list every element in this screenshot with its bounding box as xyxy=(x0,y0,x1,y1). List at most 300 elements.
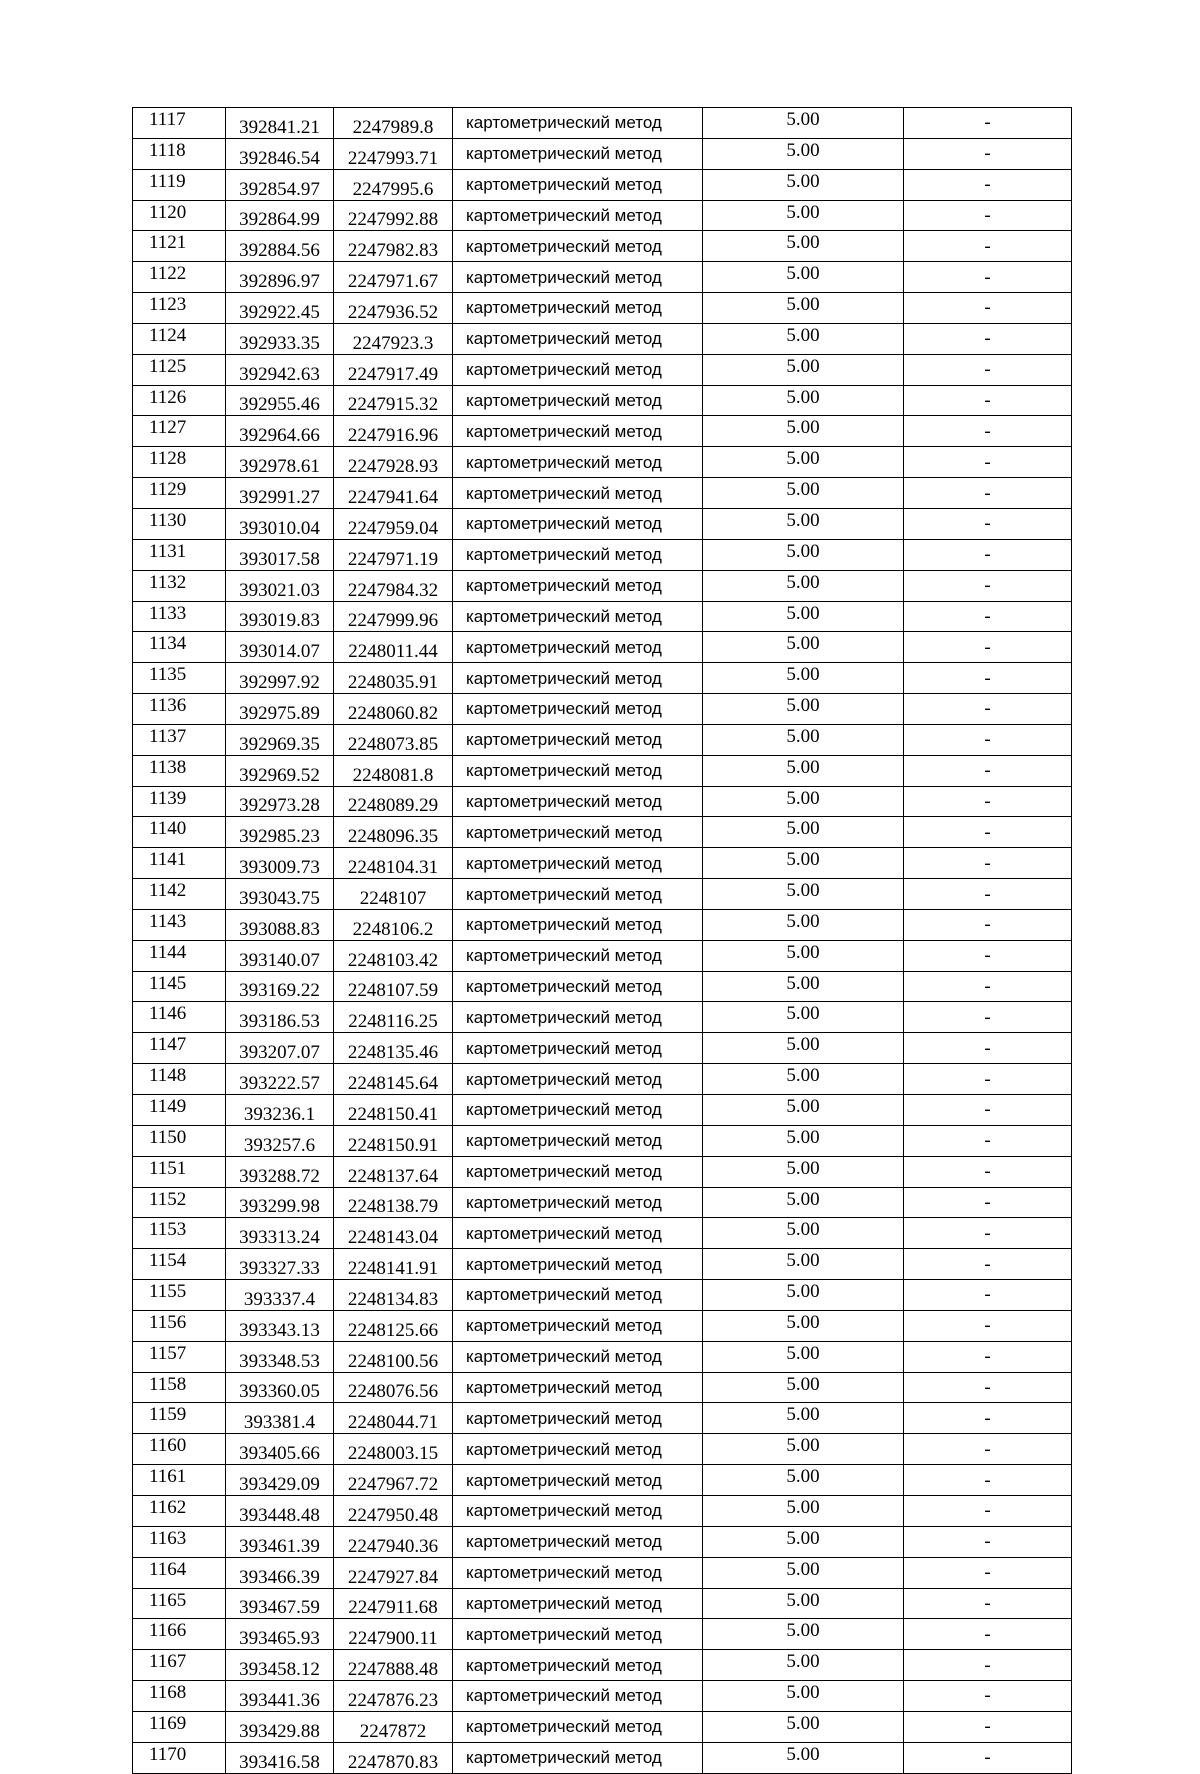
table-row xyxy=(133,385,1072,416)
description-cell: - xyxy=(904,293,1072,324)
y-coordinate-cell: 2247989.8 xyxy=(334,108,453,139)
description-cell: - xyxy=(904,1495,1072,1526)
x-coordinate-cell: 393343.13 xyxy=(226,1310,334,1341)
x-coordinate-cell: 393465.93 xyxy=(226,1619,334,1650)
description-cell: - xyxy=(904,169,1072,200)
point-number-cell: 1163 xyxy=(133,1526,226,1557)
x-coordinate-cell: 392841.21 xyxy=(226,108,334,139)
precision-cell: 5.00 xyxy=(703,1218,904,1249)
method-cell: картометрический метод xyxy=(453,1187,703,1218)
point-number-cell: 1155 xyxy=(133,1280,226,1311)
table-row xyxy=(133,1033,1072,1064)
y-coordinate-cell: 2248100.56 xyxy=(334,1341,453,1372)
point-number-cell: 1168 xyxy=(133,1681,226,1712)
method-cell: картометрический метод xyxy=(453,1372,703,1403)
description-cell: - xyxy=(904,786,1072,817)
x-coordinate-cell: 393010.04 xyxy=(226,508,334,539)
table-row xyxy=(133,1125,1072,1156)
table-row xyxy=(133,1187,1072,1218)
table-row xyxy=(133,909,1072,940)
description-cell: - xyxy=(904,1064,1072,1095)
x-coordinate-cell: 393207.07 xyxy=(226,1033,334,1064)
table-row xyxy=(133,1372,1072,1403)
point-number-cell: 1161 xyxy=(133,1465,226,1496)
description-cell: - xyxy=(904,1742,1072,1773)
x-coordinate-cell: 392985.23 xyxy=(226,817,334,848)
method-cell: картометрический метод xyxy=(453,1681,703,1712)
x-coordinate-cell: 393313.24 xyxy=(226,1218,334,1249)
y-coordinate-cell: 2248011.44 xyxy=(334,632,453,663)
y-coordinate-cell: 2248135.46 xyxy=(334,1033,453,1064)
y-coordinate-cell: 2248103.42 xyxy=(334,940,453,971)
precision-cell: 5.00 xyxy=(703,1125,904,1156)
precision-cell: 5.00 xyxy=(703,138,904,169)
point-number-cell: 1151 xyxy=(133,1156,226,1187)
table-row xyxy=(133,1526,1072,1557)
point-number-cell: 1160 xyxy=(133,1434,226,1465)
y-coordinate-cell: 2247870.83 xyxy=(334,1742,453,1773)
description-cell: - xyxy=(904,138,1072,169)
precision-cell: 5.00 xyxy=(703,1495,904,1526)
description-cell: - xyxy=(904,1465,1072,1496)
y-coordinate-cell: 2247967.72 xyxy=(334,1465,453,1496)
precision-cell: 5.00 xyxy=(703,1526,904,1557)
y-coordinate-cell: 2247915.32 xyxy=(334,385,453,416)
method-cell: картометрический метод xyxy=(453,169,703,200)
precision-cell: 5.00 xyxy=(703,786,904,817)
table-row xyxy=(133,447,1072,478)
y-coordinate-cell: 2247872 xyxy=(334,1711,453,1742)
precision-cell: 5.00 xyxy=(703,1002,904,1033)
precision-cell: 5.00 xyxy=(703,848,904,879)
x-coordinate-cell: 392997.92 xyxy=(226,663,334,694)
point-number-cell: 1164 xyxy=(133,1557,226,1588)
precision-cell: 5.00 xyxy=(703,1095,904,1126)
table-row xyxy=(133,724,1072,755)
method-cell: картометрический метод xyxy=(453,1465,703,1496)
table-row xyxy=(133,817,1072,848)
point-number-cell: 1118 xyxy=(133,138,226,169)
description-cell: - xyxy=(904,755,1072,786)
table-row xyxy=(133,1064,1072,1095)
x-coordinate-cell: 392864.99 xyxy=(226,200,334,231)
x-coordinate-cell: 392969.35 xyxy=(226,724,334,755)
description-cell: - xyxy=(904,1619,1072,1650)
description-cell: - xyxy=(904,1372,1072,1403)
x-coordinate-cell: 392973.28 xyxy=(226,786,334,817)
description-cell: - xyxy=(904,231,1072,262)
precision-cell: 5.00 xyxy=(703,663,904,694)
method-cell: картометрический метод xyxy=(453,1711,703,1742)
table-row xyxy=(133,663,1072,694)
method-cell: картометрический метод xyxy=(453,354,703,385)
method-cell: картометрический метод xyxy=(453,478,703,509)
method-cell: картометрический метод xyxy=(453,724,703,755)
precision-cell: 5.00 xyxy=(703,971,904,1002)
table-row xyxy=(133,1619,1072,1650)
x-coordinate-cell: 392942.63 xyxy=(226,354,334,385)
table-row xyxy=(133,539,1072,570)
precision-cell: 5.00 xyxy=(703,478,904,509)
x-coordinate-cell: 393327.33 xyxy=(226,1249,334,1280)
point-number-cell: 1132 xyxy=(133,570,226,601)
precision-cell: 5.00 xyxy=(703,1403,904,1434)
description-cell: - xyxy=(904,354,1072,385)
description-cell: - xyxy=(904,971,1072,1002)
method-cell: картометрический метод xyxy=(453,971,703,1002)
y-coordinate-cell: 2247917.49 xyxy=(334,354,453,385)
method-cell: картометрический метод xyxy=(453,231,703,262)
x-coordinate-cell: 393017.58 xyxy=(226,539,334,570)
point-number-cell: 1156 xyxy=(133,1310,226,1341)
y-coordinate-cell: 2248150.41 xyxy=(334,1095,453,1126)
table-row xyxy=(133,169,1072,200)
method-cell: картометрический метод xyxy=(453,447,703,478)
x-coordinate-cell: 393348.53 xyxy=(226,1341,334,1372)
method-cell: картометрический метод xyxy=(453,1125,703,1156)
point-number-cell: 1153 xyxy=(133,1218,226,1249)
point-number-cell: 1143 xyxy=(133,909,226,940)
y-coordinate-cell: 2248081.8 xyxy=(334,755,453,786)
description-cell: - xyxy=(904,1002,1072,1033)
table-row xyxy=(133,786,1072,817)
table-row xyxy=(133,1681,1072,1712)
precision-cell: 5.00 xyxy=(703,108,904,139)
description-cell: - xyxy=(904,1588,1072,1619)
y-coordinate-cell: 2247971.19 xyxy=(334,539,453,570)
point-number-cell: 1144 xyxy=(133,940,226,971)
precision-cell: 5.00 xyxy=(703,200,904,231)
y-coordinate-cell: 2248125.66 xyxy=(334,1310,453,1341)
description-cell: - xyxy=(904,570,1072,601)
method-cell: картометрический метод xyxy=(453,1156,703,1187)
description-cell: - xyxy=(904,1095,1072,1126)
y-coordinate-cell: 2247995.6 xyxy=(334,169,453,200)
y-coordinate-cell: 2247999.96 xyxy=(334,601,453,632)
method-cell: картометрический метод xyxy=(453,1619,703,1650)
y-coordinate-cell: 2247993.71 xyxy=(334,138,453,169)
point-number-cell: 1125 xyxy=(133,354,226,385)
table-row xyxy=(133,1557,1072,1588)
method-cell: картометрический метод xyxy=(453,1557,703,1588)
point-number-cell: 1141 xyxy=(133,848,226,879)
x-coordinate-cell: 392978.61 xyxy=(226,447,334,478)
method-cell: картометрический метод xyxy=(453,1095,703,1126)
method-cell: картометрический метод xyxy=(453,663,703,694)
method-cell: картометрический метод xyxy=(453,755,703,786)
method-cell: картометрический метод xyxy=(453,940,703,971)
precision-cell: 5.00 xyxy=(703,1341,904,1372)
coordinates-table xyxy=(132,107,1072,1774)
table-row xyxy=(133,1002,1072,1033)
point-number-cell: 1159 xyxy=(133,1403,226,1434)
x-coordinate-cell: 393257.6 xyxy=(226,1125,334,1156)
point-number-cell: 1152 xyxy=(133,1187,226,1218)
description-cell: - xyxy=(904,1249,1072,1280)
precision-cell: 5.00 xyxy=(703,1156,904,1187)
y-coordinate-cell: 2247950.48 xyxy=(334,1495,453,1526)
table-row xyxy=(133,1341,1072,1372)
method-cell: картометрический метод xyxy=(453,1650,703,1681)
table-row xyxy=(133,1156,1072,1187)
point-number-cell: 1124 xyxy=(133,323,226,354)
description-cell: - xyxy=(904,1156,1072,1187)
method-cell: картометрический метод xyxy=(453,786,703,817)
description-cell: - xyxy=(904,1218,1072,1249)
precision-cell: 5.00 xyxy=(703,169,904,200)
description-cell: - xyxy=(904,1650,1072,1681)
precision-cell: 5.00 xyxy=(703,323,904,354)
y-coordinate-cell: 2247916.96 xyxy=(334,416,453,447)
description-cell: - xyxy=(904,1681,1072,1712)
y-coordinate-cell: 2248096.35 xyxy=(334,817,453,848)
y-coordinate-cell: 2248073.85 xyxy=(334,724,453,755)
description-cell: - xyxy=(904,817,1072,848)
y-coordinate-cell: 2248141.91 xyxy=(334,1249,453,1280)
table-row xyxy=(133,138,1072,169)
method-cell: картометрический метод xyxy=(453,1218,703,1249)
point-number-cell: 1165 xyxy=(133,1588,226,1619)
precision-cell: 5.00 xyxy=(703,1310,904,1341)
table-row xyxy=(133,1218,1072,1249)
point-number-cell: 1137 xyxy=(133,724,226,755)
point-number-cell: 1133 xyxy=(133,601,226,632)
x-coordinate-cell: 393381.4 xyxy=(226,1403,334,1434)
description-cell: - xyxy=(904,1434,1072,1465)
y-coordinate-cell: 2248060.82 xyxy=(334,694,453,725)
description-cell: - xyxy=(904,262,1072,293)
precision-cell: 5.00 xyxy=(703,1742,904,1773)
description-cell: - xyxy=(904,663,1072,694)
precision-cell: 5.00 xyxy=(703,940,904,971)
table-row xyxy=(133,570,1072,601)
precision-cell: 5.00 xyxy=(703,632,904,663)
description-cell: - xyxy=(904,1187,1072,1218)
x-coordinate-cell: 393360.05 xyxy=(226,1372,334,1403)
table-row xyxy=(133,940,1072,971)
precision-cell: 5.00 xyxy=(703,724,904,755)
point-number-cell: 1140 xyxy=(133,817,226,848)
precision-cell: 5.00 xyxy=(703,385,904,416)
precision-cell: 5.00 xyxy=(703,1434,904,1465)
table-row xyxy=(133,416,1072,447)
method-cell: картометрический метод xyxy=(453,1588,703,1619)
x-coordinate-cell: 393088.83 xyxy=(226,909,334,940)
y-coordinate-cell: 2248137.64 xyxy=(334,1156,453,1187)
point-number-cell: 1158 xyxy=(133,1372,226,1403)
y-coordinate-cell: 2248143.04 xyxy=(334,1218,453,1249)
x-coordinate-cell: 392964.66 xyxy=(226,416,334,447)
table-row xyxy=(133,632,1072,663)
y-coordinate-cell: 2247982.83 xyxy=(334,231,453,262)
y-coordinate-cell: 2248150.91 xyxy=(334,1125,453,1156)
x-coordinate-cell: 393014.07 xyxy=(226,632,334,663)
x-coordinate-cell: 392846.54 xyxy=(226,138,334,169)
description-cell: - xyxy=(904,1280,1072,1311)
precision-cell: 5.00 xyxy=(703,1588,904,1619)
precision-cell: 5.00 xyxy=(703,1033,904,1064)
description-cell: - xyxy=(904,879,1072,910)
y-coordinate-cell: 2247928.93 xyxy=(334,447,453,478)
x-coordinate-cell: 393186.53 xyxy=(226,1002,334,1033)
precision-cell: 5.00 xyxy=(703,262,904,293)
table-row xyxy=(133,508,1072,539)
point-number-cell: 1123 xyxy=(133,293,226,324)
x-coordinate-cell: 393021.03 xyxy=(226,570,334,601)
x-coordinate-cell: 393467.59 xyxy=(226,1588,334,1619)
point-number-cell: 1162 xyxy=(133,1495,226,1526)
y-coordinate-cell: 2247936.52 xyxy=(334,293,453,324)
precision-cell: 5.00 xyxy=(703,1372,904,1403)
point-number-cell: 1135 xyxy=(133,663,226,694)
point-number-cell: 1167 xyxy=(133,1650,226,1681)
point-number-cell: 1129 xyxy=(133,478,226,509)
point-number-cell: 1134 xyxy=(133,632,226,663)
x-coordinate-cell: 393009.73 xyxy=(226,848,334,879)
point-number-cell: 1119 xyxy=(133,169,226,200)
table-row xyxy=(133,1434,1072,1465)
y-coordinate-cell: 2247927.84 xyxy=(334,1557,453,1588)
x-coordinate-cell: 393461.39 xyxy=(226,1526,334,1557)
precision-cell: 5.00 xyxy=(703,570,904,601)
x-coordinate-cell: 393416.58 xyxy=(226,1742,334,1773)
x-coordinate-cell: 392933.35 xyxy=(226,323,334,354)
point-number-cell: 1149 xyxy=(133,1095,226,1126)
x-coordinate-cell: 392884.56 xyxy=(226,231,334,262)
table-row xyxy=(133,755,1072,786)
table-row xyxy=(133,1310,1072,1341)
x-coordinate-cell: 393448.48 xyxy=(226,1495,334,1526)
point-number-cell: 1139 xyxy=(133,786,226,817)
precision-cell: 5.00 xyxy=(703,1711,904,1742)
point-number-cell: 1120 xyxy=(133,200,226,231)
method-cell: картометрический метод xyxy=(453,539,703,570)
point-number-cell: 1122 xyxy=(133,262,226,293)
y-coordinate-cell: 2248106.2 xyxy=(334,909,453,940)
table-row xyxy=(133,879,1072,910)
x-coordinate-cell: 393222.57 xyxy=(226,1064,334,1095)
table-row xyxy=(133,601,1072,632)
table-row xyxy=(133,262,1072,293)
description-cell: - xyxy=(904,848,1072,879)
table-row xyxy=(133,1711,1072,1742)
precision-cell: 5.00 xyxy=(703,1064,904,1095)
x-coordinate-cell: 393441.36 xyxy=(226,1681,334,1712)
precision-cell: 5.00 xyxy=(703,508,904,539)
method-cell: картометрический метод xyxy=(453,632,703,663)
y-coordinate-cell: 2247992.88 xyxy=(334,200,453,231)
precision-cell: 5.00 xyxy=(703,694,904,725)
description-cell: - xyxy=(904,601,1072,632)
y-coordinate-cell: 2248134.83 xyxy=(334,1280,453,1311)
method-cell: картометрический метод xyxy=(453,1249,703,1280)
y-coordinate-cell: 2247971.67 xyxy=(334,262,453,293)
method-cell: картометрический метод xyxy=(453,108,703,139)
description-cell: - xyxy=(904,1557,1072,1588)
y-coordinate-cell: 2248104.31 xyxy=(334,848,453,879)
precision-cell: 5.00 xyxy=(703,1557,904,1588)
x-coordinate-cell: 393337.4 xyxy=(226,1280,334,1311)
y-coordinate-cell: 2247923.3 xyxy=(334,323,453,354)
method-cell: картометрический метод xyxy=(453,817,703,848)
method-cell: картометрический метод xyxy=(453,879,703,910)
precision-cell: 5.00 xyxy=(703,755,904,786)
table-row xyxy=(133,1465,1072,1496)
y-coordinate-cell: 2248044.71 xyxy=(334,1403,453,1434)
method-cell: картометрический метод xyxy=(453,694,703,725)
y-coordinate-cell: 2248035.91 xyxy=(334,663,453,694)
y-coordinate-cell: 2248138.79 xyxy=(334,1187,453,1218)
point-number-cell: 1166 xyxy=(133,1619,226,1650)
x-coordinate-cell: 393405.66 xyxy=(226,1434,334,1465)
method-cell: картометрический метод xyxy=(453,601,703,632)
point-number-cell: 1148 xyxy=(133,1064,226,1095)
table-row xyxy=(133,323,1072,354)
table-row xyxy=(133,1249,1072,1280)
precision-cell: 5.00 xyxy=(703,231,904,262)
method-cell: картометрический метод xyxy=(453,323,703,354)
x-coordinate-cell: 393140.07 xyxy=(226,940,334,971)
description-cell: - xyxy=(904,909,1072,940)
point-number-cell: 1136 xyxy=(133,694,226,725)
point-number-cell: 1169 xyxy=(133,1711,226,1742)
description-cell: - xyxy=(904,323,1072,354)
table-row xyxy=(133,848,1072,879)
x-coordinate-cell: 393299.98 xyxy=(226,1187,334,1218)
description-cell: - xyxy=(904,385,1072,416)
method-cell: картометрический метод xyxy=(453,1002,703,1033)
description-cell: - xyxy=(904,1125,1072,1156)
precision-cell: 5.00 xyxy=(703,909,904,940)
x-coordinate-cell: 393458.12 xyxy=(226,1650,334,1681)
point-number-cell: 1126 xyxy=(133,385,226,416)
x-coordinate-cell: 392922.45 xyxy=(226,293,334,324)
point-number-cell: 1130 xyxy=(133,508,226,539)
point-number-cell: 1146 xyxy=(133,1002,226,1033)
method-cell: картометрический метод xyxy=(453,1280,703,1311)
x-coordinate-cell: 392955.46 xyxy=(226,385,334,416)
description-cell: - xyxy=(904,1341,1072,1372)
table-row xyxy=(133,200,1072,231)
precision-cell: 5.00 xyxy=(703,1650,904,1681)
description-cell: - xyxy=(904,1310,1072,1341)
y-coordinate-cell: 2247940.36 xyxy=(334,1526,453,1557)
method-cell: картометрический метод xyxy=(453,385,703,416)
description-cell: - xyxy=(904,1033,1072,1064)
description-cell: - xyxy=(904,724,1072,755)
x-coordinate-cell: 392991.27 xyxy=(226,478,334,509)
y-coordinate-cell: 2248003.15 xyxy=(334,1434,453,1465)
y-coordinate-cell: 2248089.29 xyxy=(334,786,453,817)
coordinates-table-body xyxy=(133,108,1072,1774)
x-coordinate-cell: 392975.89 xyxy=(226,694,334,725)
table-row xyxy=(133,1588,1072,1619)
y-coordinate-cell: 2247984.32 xyxy=(334,570,453,601)
table-row xyxy=(133,1495,1072,1526)
point-number-cell: 1142 xyxy=(133,879,226,910)
y-coordinate-cell: 2248116.25 xyxy=(334,1002,453,1033)
method-cell: картометрический метод xyxy=(453,909,703,940)
description-cell: - xyxy=(904,478,1072,509)
description-cell: - xyxy=(904,694,1072,725)
y-coordinate-cell: 2248145.64 xyxy=(334,1064,453,1095)
y-coordinate-cell: 2247911.68 xyxy=(334,1588,453,1619)
method-cell: картометрический метод xyxy=(453,200,703,231)
precision-cell: 5.00 xyxy=(703,817,904,848)
precision-cell: 5.00 xyxy=(703,601,904,632)
table-row xyxy=(133,1650,1072,1681)
precision-cell: 5.00 xyxy=(703,539,904,570)
